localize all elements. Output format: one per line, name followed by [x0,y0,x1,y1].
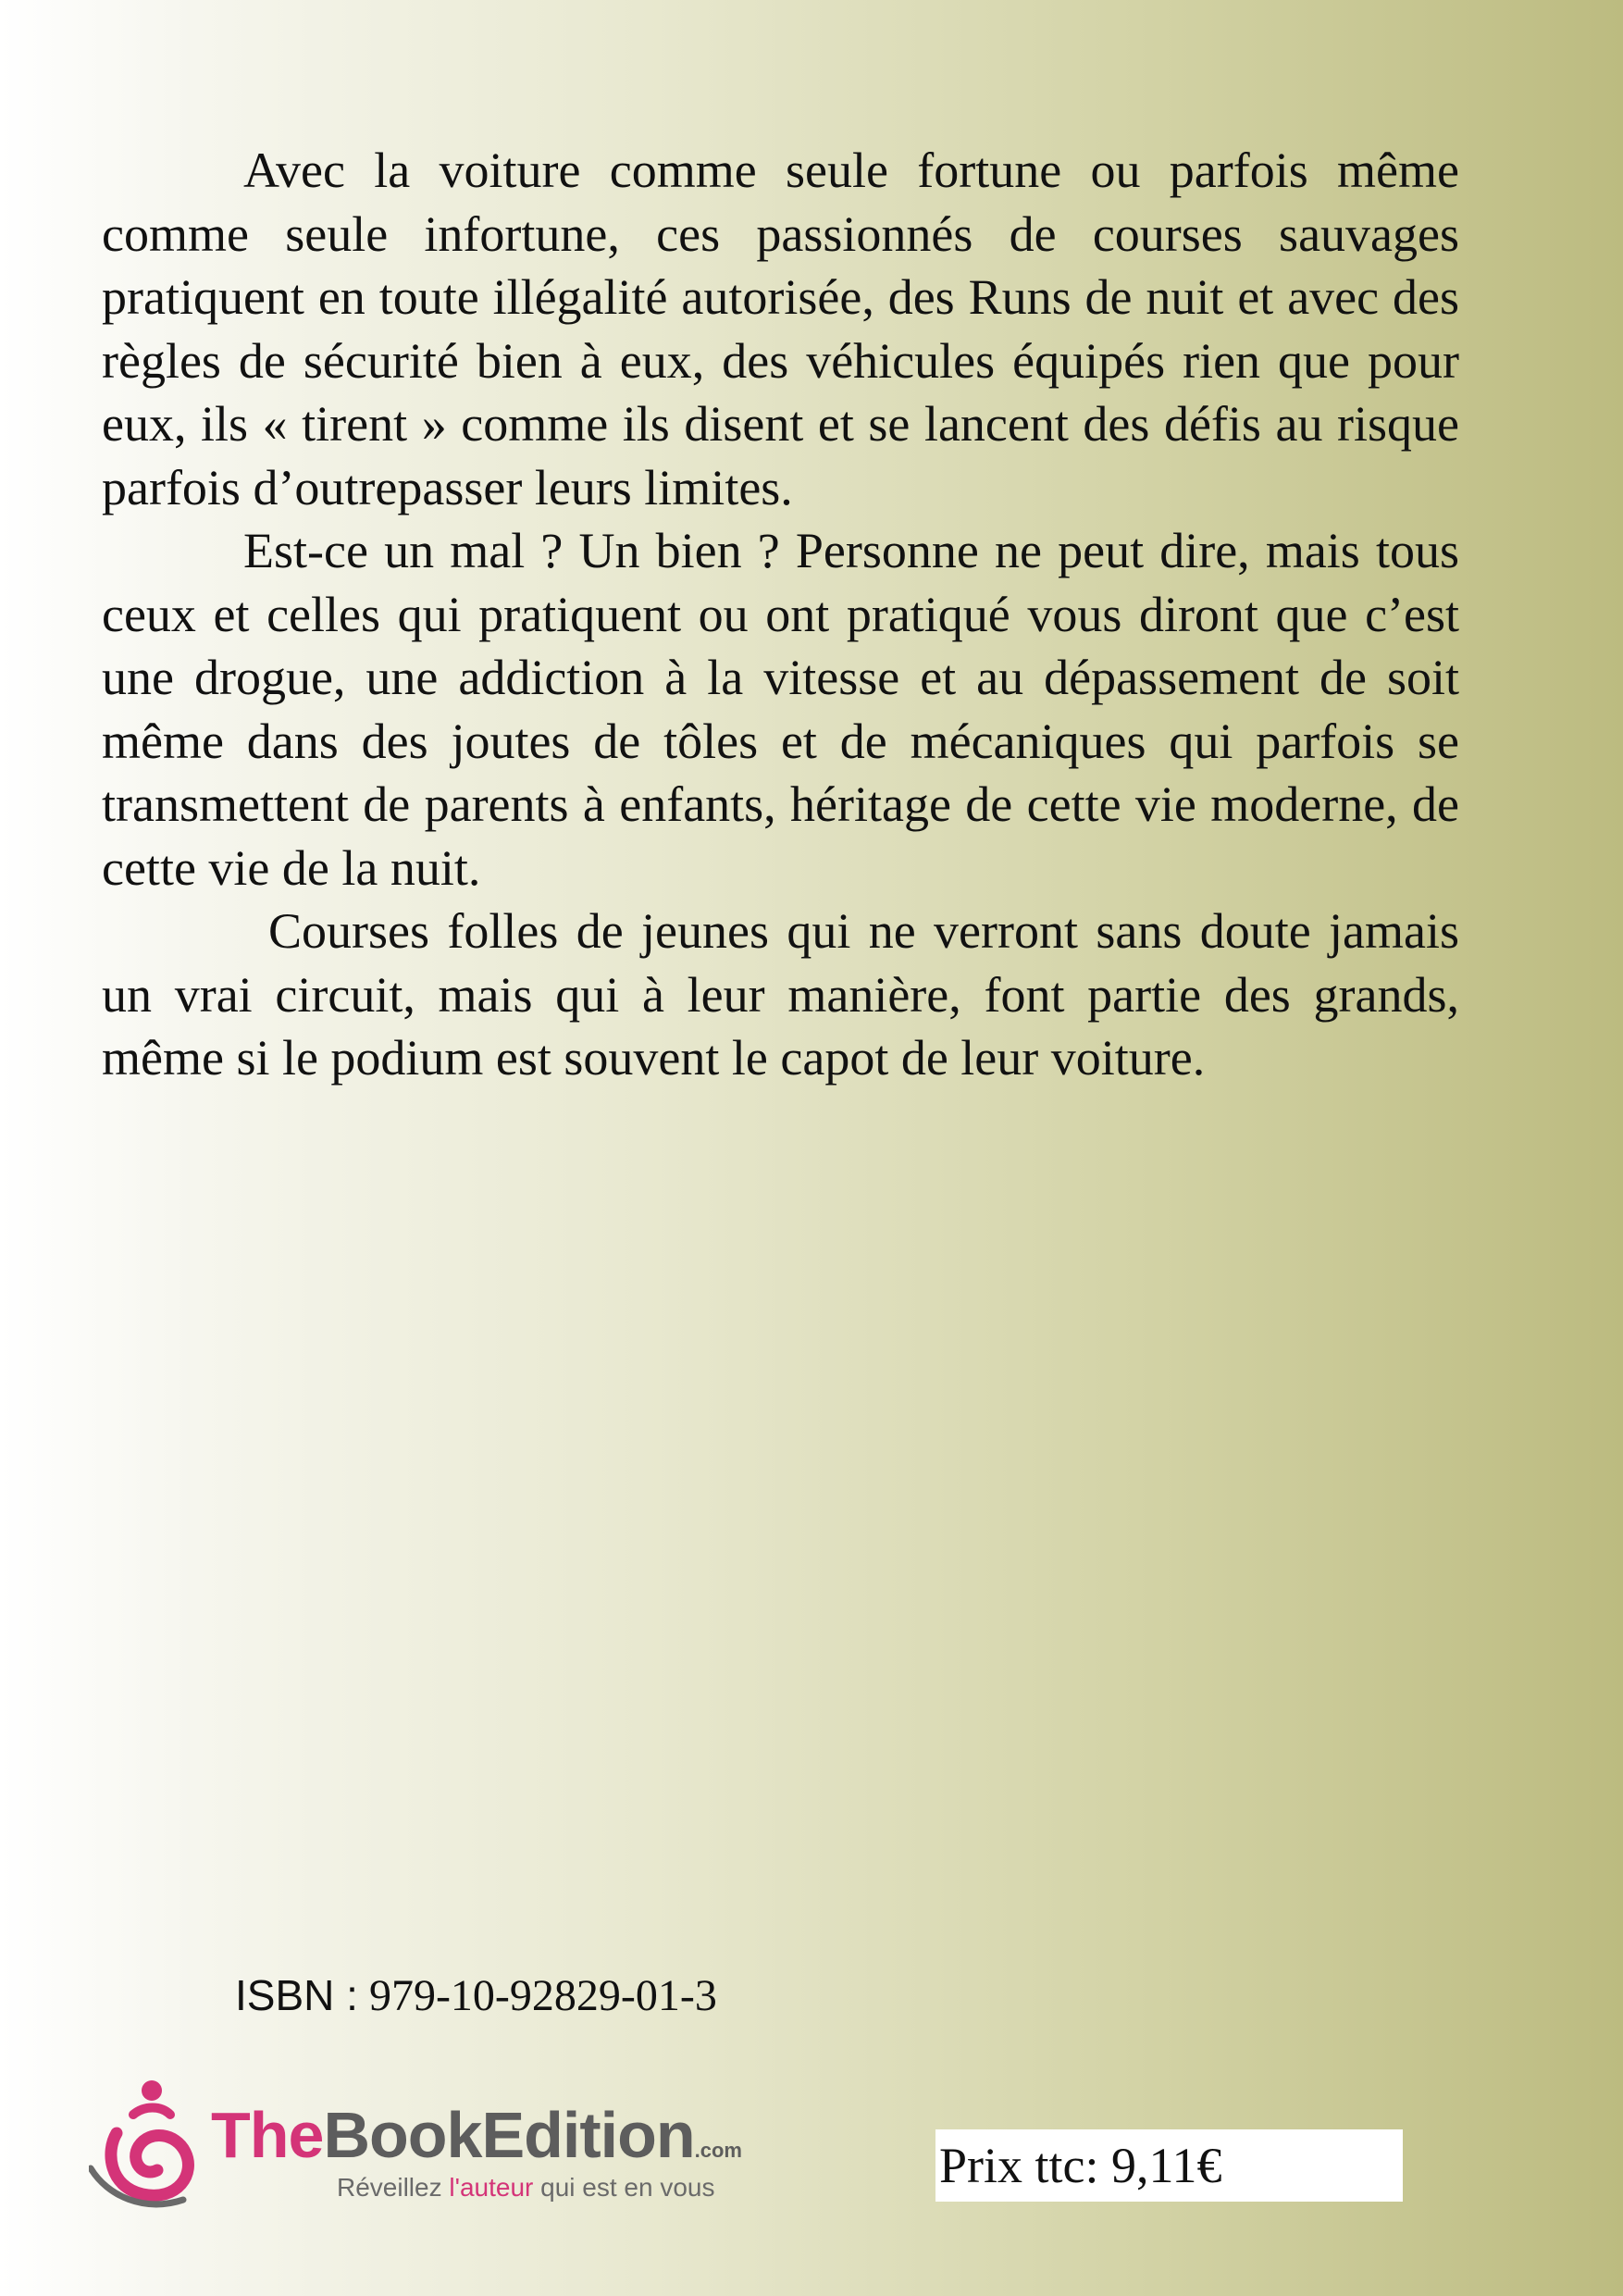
tagline-accent: l'auteur [449,2173,534,2202]
isbn-line [235,1967,717,2024]
price-label: Prix ttc: 9,11€ [939,2138,1222,2193]
publisher-name-prefix: The [211,2099,324,2171]
publisher-tagline [337,2172,714,2203]
blurb-paragraph: Courses folles de jeunes qui ne verront sans doute jamais un vrai circuit, mais qui à leur manière, font partie des grands, même si le podium est souvent le capot de leur voiture. [102,903,1459,1086]
isbn-label: ISBN : [235,1971,358,2019]
blurb-paragraph: Est-ce un mal ? Un bien ? Personne ne peut dire, mais tous ceux et celles qui pratiquent ou ont pratiqué vous diront que c’est une drogue, une addiction à la vitesse et au dépassement de soit même dans des joutes de tôles et de mécaniques qui parfois se transmettent de parents à enfants, héritage de cette vie moderne, de cette vie de la nuit. [102,523,1459,896]
blurb-paragraph: Avec la voiture comme seule fortune ou parfois même comme seule infortune, ces passionnés de courses sauvages pratiquent en toute illégalité autorisée, des Runs de nuit et avec des règles de sécurité bien à eux, des véhicules équipés rien que pour eux, ils « tirent » comme ils disent et se lancent des défis au risque parfois d’outrepasser leurs limites. [102,143,1459,515]
publisher-swirl-icon [89,2078,205,2216]
isbn-value: 979-10-92829-01-3 [368,1971,717,2020]
tagline-start: Réveillez [337,2173,450,2202]
publisher-name-main: BookEdition [323,2099,695,2171]
publisher-name-suffix: .com [694,2139,742,2162]
publisher-logo [89,2078,829,2216]
back-cover-blurb [102,139,1459,1090]
tagline-end: qui est en vous [533,2173,715,2202]
price-box [935,2129,1403,2202]
